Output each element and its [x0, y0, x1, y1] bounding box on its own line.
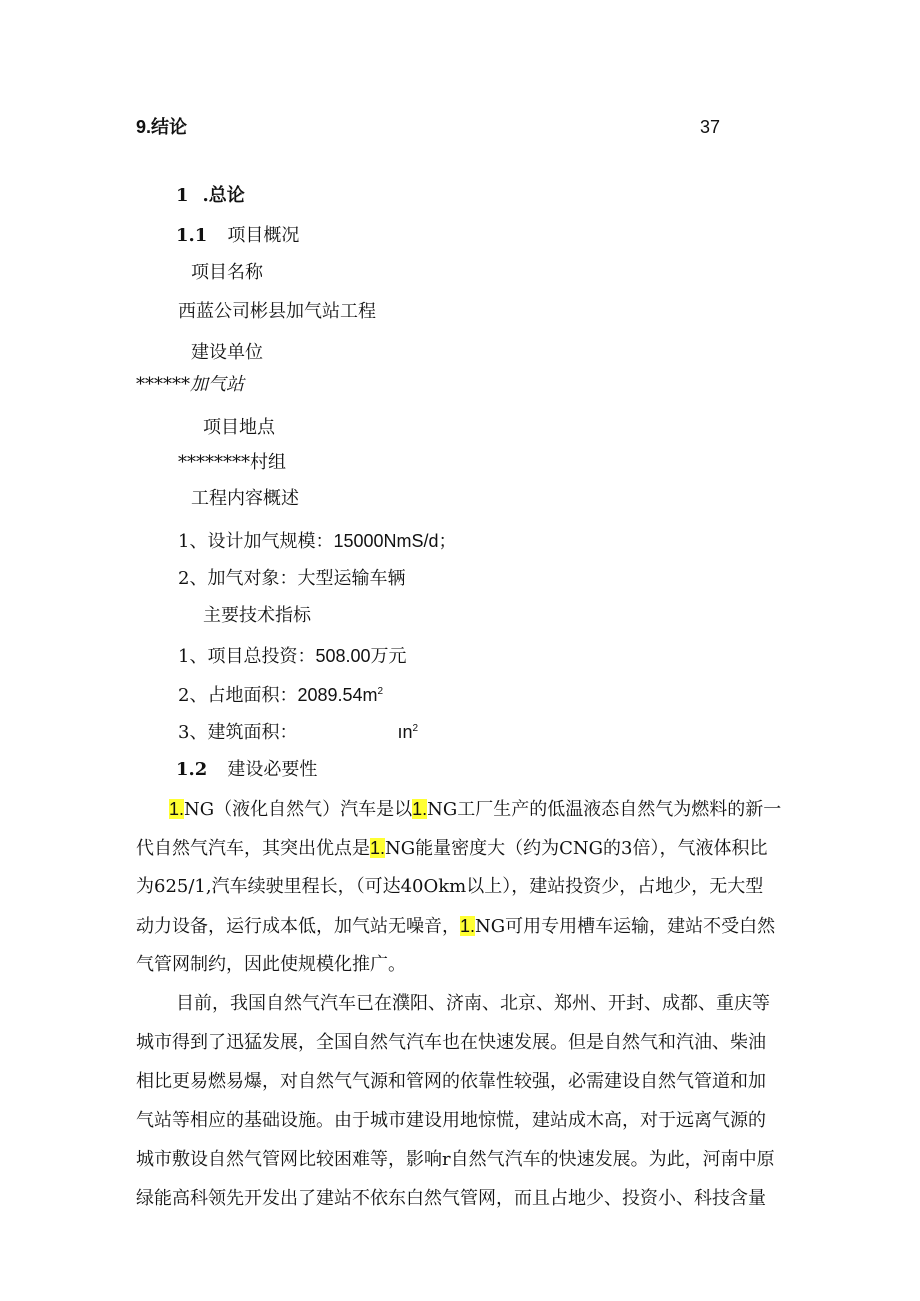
scope-label: 工程内容概述 [191, 488, 299, 509]
section-1-2-title: 建设必要性 [227, 759, 318, 780]
indicators-label: 主要技术指标 [203, 605, 311, 626]
indicator-text: 占地面积： [207, 685, 298, 706]
section-1-1-title: 项目概况 [227, 225, 300, 246]
paragraph-1-line [136, 953, 406, 977]
scope-item-value: 15000NmS/d； [333, 531, 457, 551]
paragraph-2-line: 城市得到了迅猛发展，全国自然气汽车也在快速发展。但是自然气和汽油、柴油 [136, 1032, 766, 1053]
scope-item-number: 1、 [178, 531, 208, 552]
indicator-text: 项目总投资： [207, 646, 316, 667]
scope-item-text: 加气对象：大型运输车辆 [207, 568, 406, 589]
builder-label: 建设单位 [191, 342, 263, 363]
scope-item [178, 567, 405, 591]
paragraph-2-line: 绿能高科领先开发出了建站不依东白然气管网，而且占地少、投资小、科技含量 [136, 1188, 766, 1209]
paragraph-1-line [169, 797, 781, 822]
section-1-1-number: 1.1 [176, 225, 208, 246]
paragraph-text: NG能量密度大（约为CNG的3倍），气液体积比 [385, 838, 768, 859]
project-name-value: 西蓝公司彬县加气站工程 [178, 301, 376, 322]
paragraph-1-line [136, 914, 775, 939]
paragraph-text: 气管网制约，因此使规模化推广。 [136, 954, 406, 975]
project-name-label: 项目名称 [191, 262, 263, 283]
toc-page-number: 37 [700, 117, 721, 137]
heading-1-number: 1 [176, 185, 189, 206]
paragraph-text: 代自然气汽车，其突出优点是 [136, 838, 370, 859]
indicator-item [178, 720, 418, 745]
builder-value: ******加气站 [136, 374, 244, 395]
location-label: 项目地点 [203, 417, 275, 438]
location-value: ********村组 [178, 452, 286, 473]
toc-entry [136, 115, 187, 140]
paragraph-1-line [136, 836, 768, 861]
indicator-value: 508.00万元 [315, 646, 407, 666]
paragraph-2-line: 相比更易燃易爆，对自然气气源和管网的依靠性较强，必需建设自然气管道和加 [136, 1071, 766, 1092]
indicator-number: 2、 [178, 685, 208, 706]
highlight-mark: 1. [370, 838, 386, 858]
indicator-superscript: 2 [377, 686, 384, 697]
highlight-mark: 1. [412, 799, 428, 819]
heading-1 [176, 184, 245, 208]
section-1-1-heading [176, 224, 299, 248]
paragraph-text: 为625/1,汽车续驶里程长，（可达40Okm以上），建站投资少，占地少，无大型 [136, 876, 764, 897]
indicator-value: 2089.54m [297, 685, 378, 705]
section-1-2-number: 1.2 [176, 759, 208, 780]
scope-item [178, 529, 457, 554]
indicator-number: 1、 [178, 646, 208, 667]
scope-item-number: 2、 [178, 568, 208, 589]
paragraph-text: 动力设备，运行成本低，加气站无噪音， [136, 916, 460, 937]
indicator-item [178, 683, 383, 708]
indicator-item [178, 644, 407, 669]
toc-label: 9.结论 [136, 117, 188, 137]
highlight-mark: 1. [169, 799, 185, 819]
indicator-value: ın [397, 722, 413, 742]
section-1-2-heading [176, 758, 317, 782]
indicator-superscript: 2 [412, 723, 419, 734]
indicator-number: 3、 [178, 722, 208, 743]
paragraph-1-line [136, 875, 763, 899]
heading-1-title: .总论 [202, 185, 245, 206]
highlight-mark: 1. [460, 916, 476, 936]
scope-item-text: 设计加气规模： [207, 531, 334, 552]
paragraph-text: NG工厂生产的低温液态自然气为燃料的新一 [427, 799, 782, 820]
paragraph-2-line: 气站等相应的基础设施。由于城市建设用地惊慌，建站成木高，对于远离气源的 [136, 1110, 766, 1131]
indicator-text: 建筑面积： [207, 722, 298, 743]
paragraph-2-line: 目前，我国自然气汽车已在濮阳、济南、北京、郑州、开封、成都、重庆等 [176, 993, 770, 1014]
paragraph-2-line: 城市敷设自然气管网比较困难等，影响r自然气汽车的快速发展。为此，河南中原 [136, 1149, 775, 1170]
paragraph-text: NG（液化自然气）汽车是以 [184, 799, 413, 820]
paragraph-text: NG可用专用槽车运输，建站不受白然 [475, 916, 776, 937]
